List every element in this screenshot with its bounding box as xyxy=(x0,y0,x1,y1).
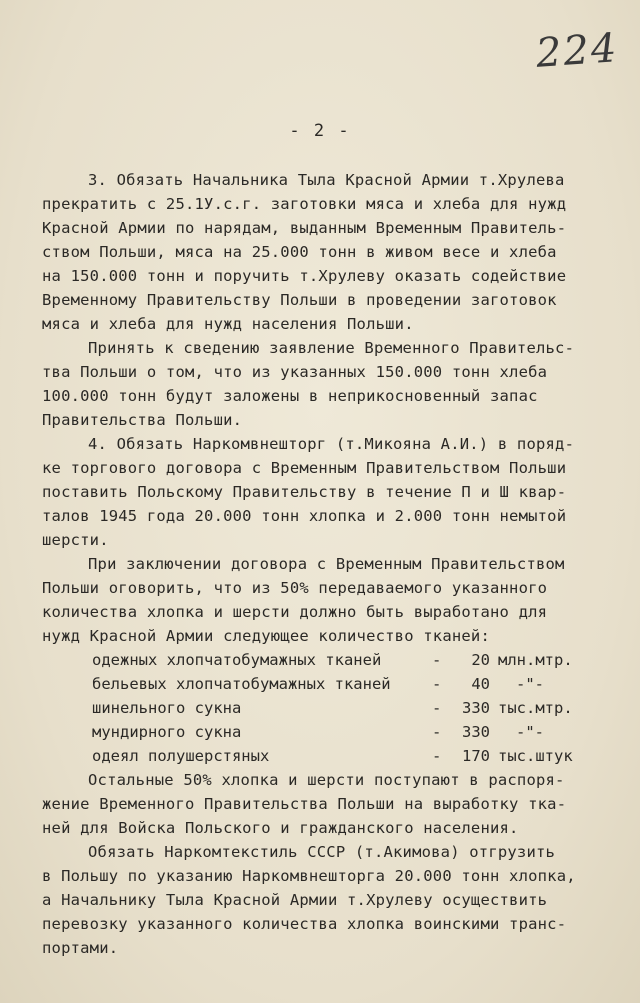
text-line: ней для Войска Польского и гражданского населения. xyxy=(42,819,519,837)
text-line: Красной Армии по нарядам, выданным Временным Правитель- xyxy=(42,219,567,237)
text-line: Временному Правительству Польши в проведении заготовок xyxy=(42,291,557,309)
text-line: Остальные 50% хлопка и шерсти поступают в распоря- xyxy=(88,771,565,789)
fabric-dash: - xyxy=(432,651,442,669)
text-line: тва Польши о том, что из указанных 150.000 тонн хлеба xyxy=(42,363,548,381)
text-line: жение Временного Правительства Польши на выработку тка- xyxy=(42,795,567,813)
fabric-unit: тыс.штук xyxy=(498,747,573,765)
text-line: в Польшу по указанию Наркомвнешторга 20.000 тонн хлопка, xyxy=(42,867,576,885)
handwritten-page-number: 224 xyxy=(534,25,620,77)
text-line: а Начальнику Тыла Красной Армии т.Хрулеву осуществить xyxy=(42,891,548,909)
page-number: - 2 - xyxy=(289,121,351,141)
fabric-dash: - xyxy=(432,675,442,693)
text-line: Обязать Наркомтекстиль СССР (т.Акимова) отгрузить xyxy=(88,843,556,861)
fabric-dash: - xyxy=(432,699,442,717)
fabric-qty: 40 xyxy=(471,675,490,693)
text-line: нужд Красной Армии следующее количество тканей: xyxy=(42,627,490,645)
fabric-dash: - xyxy=(432,747,442,765)
text-line: Польши оговорить, что из 50% передаваемого указанного xyxy=(42,579,548,597)
fabric-name: бельевых хлопчатобумажных тканей xyxy=(92,675,391,693)
text-line: перевозку указанного количества хлопка воинскими транс- xyxy=(42,915,567,933)
fabric-unit: -"- xyxy=(516,723,544,741)
text-line: 3. Обязать Начальника Тыла Красной Армии т.Хрулева xyxy=(88,171,565,189)
text-line: мяса и хлеба для нужд населения Польши. xyxy=(42,315,414,333)
text-line: на 150.000 тонн и поручить т.Хрулеву оказать содействие xyxy=(42,267,567,285)
fabric-name: мундирного сукна xyxy=(92,723,242,741)
text-line: шерсти. xyxy=(42,531,109,549)
text-line: Правительства Польши. xyxy=(42,411,243,429)
text-line: 4. Обязать Наркомвнешторг (т.Микояна А.И.) в поряд- xyxy=(88,435,575,453)
fabric-unit: млн.мтр. xyxy=(498,651,573,669)
fabric-qty: 330 xyxy=(462,699,490,717)
text-line: Принять к сведению заявление Временного Правительс- xyxy=(88,339,575,357)
text-line: При заключении договора с Временным Правительством xyxy=(88,555,565,573)
text-line: ством Польши, мяса на 25.000 тонн в живом весе и хлеба xyxy=(42,243,557,261)
fabric-unit: -"- xyxy=(516,675,544,693)
text-line: 100.000 тонн будут заложены в неприкосновенный запас xyxy=(42,387,538,405)
text-line: прекратить с 25.1У.с.г. заготовки мяса и хлеба для нужд xyxy=(42,195,567,213)
text-line: талов 1945 года 20.000 тонн хлопка и 2.000 тонн немытой xyxy=(42,507,567,525)
fabric-name: одежных хлопчатобумажных тканей xyxy=(92,651,382,669)
fabric-name: одеял полушерстяных xyxy=(92,747,270,765)
fabric-unit: тыс.мтр. xyxy=(498,699,573,717)
fabric-qty: 330 xyxy=(462,723,490,741)
text-line: портами. xyxy=(42,939,119,957)
fabric-qty: 170 xyxy=(462,747,490,765)
text-line: количества хлопка и шерсти должно быть выработано для xyxy=(42,603,548,621)
text-line: ке торгового договора с Временным Правительством Польши xyxy=(42,459,567,477)
text-line: поставить Польскому Правительству в течение П и Ш квар- xyxy=(42,483,567,501)
fabric-dash: - xyxy=(432,723,442,741)
fabric-qty: 20 xyxy=(471,651,490,669)
fabric-name: шинельного сукна xyxy=(92,699,242,717)
